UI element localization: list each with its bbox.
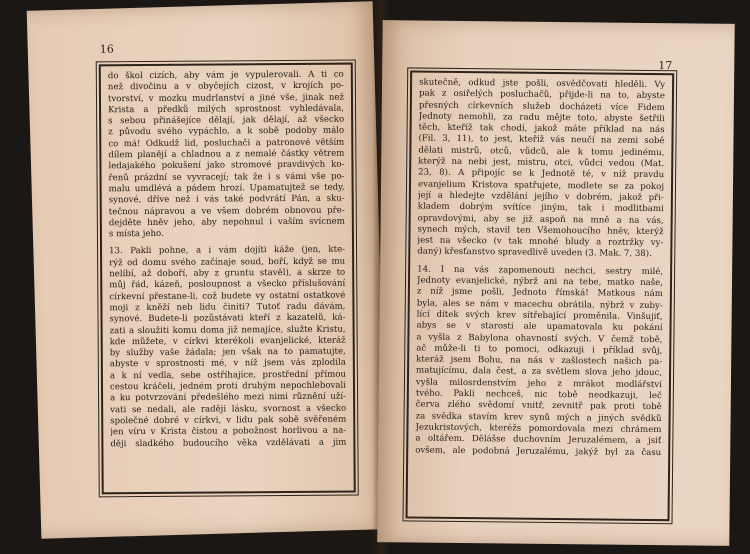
text-line: dílem planějí a chladnou a z nemalé částky větrem: [108, 148, 345, 161]
text-line: jest na všecko (v tak mnohé bludy a roztržky vy-: [417, 235, 664, 249]
text-line: tečnou nápravou a ve všem dobrém obnovou pře-: [108, 205, 345, 217]
text-line: abys se v starosti ale upamatovala ku pokání: [416, 320, 663, 334]
text-line: dělati mistrů, otců, vůdců, ale k tomu jedinému,: [418, 145, 665, 158]
text-line: by služby vaše žádala; jen však na to pamatujte,: [109, 346, 346, 359]
text-line: než divočinu a v obyčejích cizost, v krojích po-: [107, 80, 344, 93]
text-line: za svědka stavím krev synů mých a jiných svědků: [415, 411, 662, 424]
text-line: s místa jeho.: [108, 229, 164, 240]
text-line: cestou kráčeli, jedném proti druhým nepochlebovali: [109, 380, 347, 393]
text-line: tvorství, v mozku mudrlanství a jiné vše, jinak než: [107, 92, 345, 104]
text-line: matujícímu, dala čest, a za světlem slova jeho jdouc,: [416, 365, 663, 379]
text-line: přesných církevních služeb docházeti více Fidem: [418, 100, 665, 113]
text-line: kterýž na nebi jest, mistru, otci, vůdci vedou (Mat.: [418, 156, 665, 170]
text-line: synové. Budete-li pozůstávati kteří z kazatelů, ká-: [109, 312, 346, 325]
right-text-frame: [406, 70, 675, 521]
text-line: 13. Pakli pohne, a i vám dojíti káže (jen, kte-: [109, 245, 346, 257]
right-page: [377, 20, 734, 546]
text-line: z níž jsme pošli, Jednoto římská! Matkous nám: [416, 286, 663, 300]
left-page: [27, 1, 388, 538]
text-line: skutečně, odkud jste pošli, osvědčovati hleděli. Vy: [419, 77, 666, 91]
text-line: tvého. Pakli nechceš, nic tobě neodkazuji, leč: [415, 388, 662, 402]
text-line: červa zlého svědomí vnitř, zevnitř pak proti tobě: [415, 399, 662, 413]
text-line: opravdovými, aby se již aspoň na mně a na vás,: [417, 213, 664, 226]
text-line: abyste v sprostnosti mé, v níž jsem vás zplodila: [109, 358, 346, 370]
text-line: s sebou přinášejíce dělají, jak dělají, až všecko: [108, 114, 345, 127]
text-line: 23, 8). A připojíc se k Jednotě té, v níž pravdu: [418, 167, 665, 181]
text-line: kteráž jsem Bohu, na nás v zašlostech našich pa-: [416, 354, 663, 368]
text-line: zati a sloužiti komu doma již nemajíce, služte Kristu,: [109, 324, 346, 336]
text-line: a ku potvrzování předešlého mezi nimi různění uží-: [110, 391, 347, 404]
text-line: daný) křesťanstvo spravedlivě uveden (3. Mak. 7, 38).: [417, 246, 652, 260]
text-line: a vyšla z Babylona ohavností svých. V čemž tobě,: [416, 332, 663, 345]
text-line: moji z kněží neb lidu činiti? Tutoť radu dávám,: [109, 301, 346, 314]
text-line: ledajakého pokušení jako stromové pravdivých ko-: [108, 159, 345, 172]
text-line: lící dítek svých krev sítřebající proměnila. Vinšujiť,: [416, 309, 663, 323]
text-line: ději sladkého budoucího věka vzdělávati a jim: [110, 437, 347, 449]
text-line: kde můžete, v církvi kterékoli evanjelické, kteráž: [109, 335, 346, 348]
text-line: (Fil. 3, 11), to jest, kteříž vás neučí na zemi sobě: [418, 134, 665, 147]
text-line: z původu svého vypáchlo, a k sobě podoby málo: [108, 126, 345, 138]
text-line: malu umdlévá a pádem hrozí. Upamatujtež se tedy,: [108, 182, 345, 195]
text-line: a oltářem. Dělášse duchovním Jeruzalémem, a jsiť: [415, 433, 662, 447]
text-line: synové, dříve než i vás také podvrátí Pán, a sku-: [108, 193, 345, 206]
text-line: Jednoty evanjelické, nýbrž ani na tebe, matko naše,: [416, 275, 664, 289]
text-line: a k ní vedla, sebe ostříhajíce, prostřední přímou: [109, 369, 346, 381]
text-line: vyšla milosrdenstvím jeho z mrákot modlářství: [415, 377, 662, 390]
text-line: evanjelium Kristova spatřujete, modlete se za pokoj: [417, 179, 665, 192]
text-line: byla, ales se nám v macechu obrátila, nýbrž v zuby-: [416, 298, 663, 311]
text-line: její a hledejte vzdělání jejího v dobrém, jakož při-: [417, 190, 664, 204]
text-line: rýž od domu svého začínaje soud, boří, když se mu: [109, 256, 346, 269]
text-line: ač může-li ti to pomoci, odkazuji i příklad svůj,: [416, 343, 663, 356]
text-line: Krista a předků milých sprostnost vyhledávala,: [108, 103, 345, 116]
text-line: pak z osiřelých posluchačů, přijde-li na to, abyste: [418, 88, 666, 102]
text-line: jen víru v Krista čistou a pobožnost horlivou a na-: [110, 425, 347, 438]
text-line: Jednoty nemohli, za radu mějte toto, abyste šetřili: [418, 111, 665, 125]
text-line: vati se nedali, ale raději lásku, svornost a všecko: [110, 403, 347, 415]
text-line: 14. I na vás zapomenouti nechci, sestry milé,: [417, 264, 664, 277]
text-line: do škol cizích, aby vám je vypulerovali. A ti co: [107, 69, 344, 82]
left-text-frame: [99, 63, 356, 495]
text-line: co má! Odkudž lid, posluchači a patronové větším: [108, 137, 345, 150]
text-line: nelíbí, až doboří, aby z gruntu stavěl), a skrze to: [109, 267, 346, 280]
left-page-number: 16: [99, 42, 114, 56]
right-page-number: 17: [658, 59, 673, 73]
text-line: synech mých, stavil ten Všemohoucího hněv, kterýž: [417, 224, 664, 237]
text-line: dejděte hněv jeho, aby nepohnul i vaším svícnem: [108, 216, 345, 229]
text-line: církevní přestane-li, což budete vy ostatní ostatkové: [109, 290, 346, 302]
text-line: kladem dobrým svítíce jiným, tak i modlitbami: [417, 201, 664, 215]
text-line: Jezukristových, kteréžs pomordovala mezi chrámem: [415, 422, 662, 436]
text-line: těch, kteříž tak chodí, jakož máte příklad na nás: [418, 122, 665, 136]
text-line: řenů prázdní se vyvracejí; tak že i s vámi vše po-: [108, 171, 345, 183]
text-line: můj řád, kázeň, posloupnost a všecko příslušování: [109, 278, 346, 291]
text-line: ovšem, ale podobná Jeruzalému, jakýž byl za času: [415, 445, 662, 458]
text-line: společné dobré v církvi, v lidu pak sobě svěřeném: [110, 414, 347, 427]
